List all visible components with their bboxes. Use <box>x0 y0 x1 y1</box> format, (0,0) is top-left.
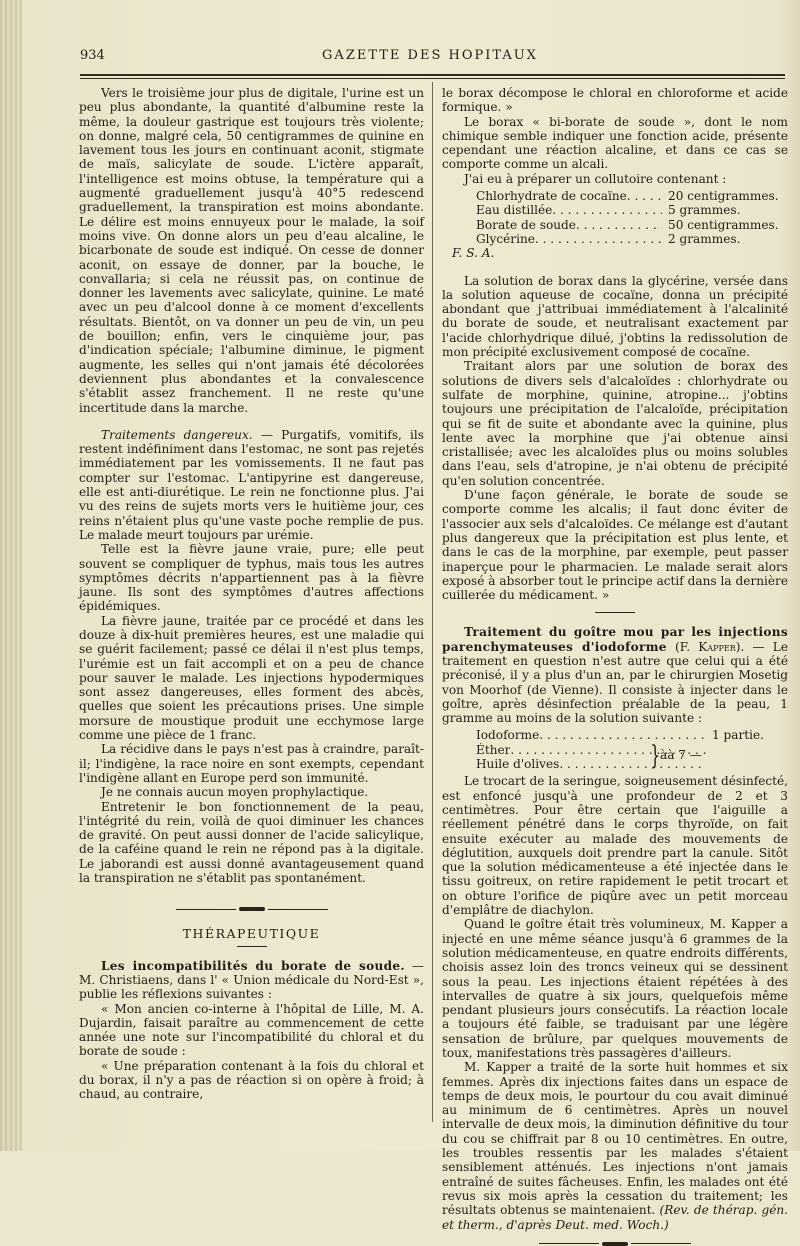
recipe-row: Chlorhydrate de cocaïne . . . 20 centigrammes. <box>442 189 788 203</box>
paragraph: Telle est la fièvre jaune vraie, pure; elle peut souvent se compliquer de typhus, mais tous les autres symptômes décrits n'appartiennent pas à la fièvre jaune. Ils sont des symptômes d'autres affections épidémiques. <box>79 542 424 614</box>
paragraph: La fièvre jaune, traitée par ce procédé et dans les douze à dix-huit premières heures, est une maladie qui se guérit facilement; passé ce délai il n'est plus temps, l'urémie est un fait accompli et on a peu de chance pour sauver le malade. Les injections hypodermiques sont assez dangereuses, elles forment des abcès, quelles que soient les précautions prises. Une simple morsure de moustique produit une ecchymose large comme une pièce de 1 franc. <box>79 613 424 743</box>
paragraph: Le trocart de la seringue, soigneusement désinfecté, est enfoncé jusqu'à une profondeur de 2 et 3 centimètres. Pour être certain que l'aiguille a réellement pénétré dans le corps thyroïde, on fait ensuite exécuter au malade des mouvements de déglutition, auxquels doit prendre part la canule. Sitôt que la solution médicamenteuse a été injectée dans le tissu goitreux, on retire rapidement le petit trocart et on obture l'orifice de piqûre avec un petit morceau d'emplâtre de diachylon. <box>442 774 788 918</box>
page-number: 934 <box>80 48 105 63</box>
header-rule-thin <box>80 78 785 79</box>
paragraph: Je ne connais aucun moyen prophylactique. <box>101 785 369 800</box>
recipe-row: Borate de soude . . . 50 centigrammes. <box>442 218 788 232</box>
traitements-text: — Purgatifs, vomitifs, ils restent indéfiniment dans l'estomac, ne sont pas rejetés immédiatement par les vomissements. Il ne faut pas compter sur l'estomac. L'antipyrine est dangereuse, elle est anti-diurétique. Le rein ne fonctionne plus. J'ai vu des reins de sujets morts vers le huitième jour, ces reins n'étaient plus qu'une vaste poche remplie de pus. Le malade meurt toujours par urémie. <box>79 427 424 542</box>
recipe-brace: } <box>650 741 661 772</box>
right-column <box>442 86 788 1246</box>
paragraph: D'une façon générale, le borate de soude se comporte comme les alcalis; il faut donc éviter de l'associer aux sels d'alcaloïdes. Ce mélange est d'autant plus dangereux que la précipitation est plus lente, et dans le cas de la morphine, par exemple, peut passer inaperçue pour le pharmacien. Le malade serait alors exposé à absorber tout le principe actif dans la dernière cuillerée du médicament. » <box>442 488 788 603</box>
paragraph: Quand le goître était très volumineux, M. Kapper a injecté en une même séance jusqu'à 6 grammes de la solution médicamenteuse, en quatre endroits différents, choisis assez loin des troncs veineux qui se dessinent sous la peau. Les injections étaient répétées à des intervalles de quatre à six jours, quelquefois même pendant plusieurs jours consécutifs. La réaction locale a toujours été faible, se traduisant par une légère sensation de brûlure, par quelques mouvements de toux, manifestations très passagères d'ailleurs. <box>442 917 788 1060</box>
borate-title: Les incompatibilités du borate de soude. <box>101 958 405 973</box>
left-column <box>79 86 424 1102</box>
traitements-label: Traitements dangereux. <box>101 427 253 442</box>
paragraph-goitre <box>442 625 788 725</box>
paragraph: Le borax « bi-borate de soude », dont le nom chimique semble indiquer une fonction acide, présente cependant une réaction alcaline, et dans ce cas se comporte comme un alcali. <box>442 114 788 172</box>
column-divider <box>432 82 433 1122</box>
section-title-rule <box>237 946 267 947</box>
recipe-fsa: F. S. A. <box>452 246 495 261</box>
running-title: GAZETTE DES HOPITAUX <box>322 48 538 63</box>
header-rule <box>80 74 785 76</box>
section-title: THÉRAPEUTIQUE <box>182 926 321 942</box>
recipe-row: Iodoforme . . . 1 partie. <box>442 728 788 742</box>
paragraph-borate <box>79 959 424 1002</box>
paragraph: « Une préparation contenant à la fois du chloral et du borax, il n'y a pas de réaction si on opère à froid; à chaud, au contraire, <box>79 1058 424 1102</box>
paragraph: Traitant alors par une solution de borax des solutions de divers sels d'alcaloïdes : chlorhydrate ou sulfate de morphine, quinine, atropine... j'obtins toujours une précipitation de l'alcaloïde, précipitation qui se fit de suite et abondante avec la quinine, plus lente avec la morphine que j'ai obtenue ainsi cristallisée; avec les alcaloïdes plus ou moins solubles dans l'eau, sels d'atropine, je n'ai obtenu de précipité qu'en solution concentrée. <box>442 359 788 488</box>
recipe-row: Huile d'olives . . . <box>442 757 788 771</box>
end-ornament <box>442 1242 788 1246</box>
page-header <box>80 46 780 68</box>
section-ornament <box>79 907 424 911</box>
section-ornament <box>442 612 788 613</box>
reference: (Rev. de thérap. gén. et therm., d'après Deut. med. Woch.) <box>442 1203 788 1232</box>
recipe-brace-dose: àà 7 — <box>660 748 702 763</box>
borate-intro: — M. Christiaens, dans l' « Union médicale du Nord-Est », publie les réflexions suivantes : <box>79 958 424 1002</box>
paragraph: le borax décompose le chloral en chloroforme et acide formique. » <box>442 86 788 115</box>
paragraph: La récidive dans le pays n'est pas à craindre, paraît-il; l'indigène, la race noire en sont exempts, cependant l'indigène allant en Europe perd son immunité. <box>79 742 424 785</box>
paragraph-last: M. Kapper a traité de la sorte huit hommes et six femmes. Après dix injections faites dans un espace de temps de deux mois, le pourtour du cou avait diminué au minimum de 6 centimètres. Après un nouvel intervalle de deux mois, la diminution définitive du tour du cou se chiffrait par 8 ou 10 centimètres. En outre, les troubles ressentis par les malades s'étaient sensiblement atténués. Les injections n'ont jamais entraîné de suites fâcheuses. Enfin, les malades ont été revus six mois après la cessation du traitement; les résultats obtenus se maintenaient. (Rev. de thérap. gén. et therm., d'après Deut. med. Woch.) <box>442 1060 788 1232</box>
goitre-intro: — Le traitement en question n'est autre que celui qui a été préconisé, il y a plus d'un an, par le chirurgien Mosetig von Moorhof (de Vienne). Il consiste à injecter dans le goître, après désinfection préalable de la peau, 1 gramme au moins de la solution suivante : <box>442 639 788 726</box>
page-binding-edge <box>0 0 22 1151</box>
goitre-title: Traitement du goître mou par les injections parenchymateuses d'iodoforme <box>442 625 788 654</box>
paragraph: « Mon ancien co-interne à l'hôpital de Lille, M. A. Dujardin, faisait paraître au commencement de cette année une note sur l'incompatibilité du chloral et du borate de soude : <box>79 1001 424 1059</box>
recipe-row: Eau distillée . . . 5 grammes. <box>442 203 788 217</box>
recipe-row: Glycérine . . . 2 grammes. <box>442 232 788 246</box>
goitre-author: (F. Kapper). <box>675 639 745 654</box>
paragraph: J'ai eu à préparer un collutoire contenant : <box>464 171 727 186</box>
paragraph: Vers le troisième jour plus de digitale, l'urine est un peu plus abondante, la quantité d'albumine reste la même, la douleur gastrique est toujours très violente; on donne, malgré cela, 50 centigrammes de quinine en lavement tous les jours en continuant aconit, stigmate de maïs, salicylate de soude. L'ictère apparaît, l'intelligence est moins obtuse, la température qui a augmenté graduellement jusqu'à 40°5 redescend graduellement, la transpiration est moins abondante. Le délire est moins ennuyeux pour le malade, la soif moins vive. On donne alors un peu d'eau alcaline, le bicarbonate de soude est indiqué. On cesse de donner aconit, on essaye de donner, par la bouche, le convallaria; si cela ne réussit pas, on continue de donner les lavements avec salicylate, quinine. Le maté avec un peu d'alcool donne à ce moment d'excellents résultats. Bientôt, on va donner un peu de vin, un peu de bouillon; enfin, vers le cinquième jour, pas d'indication spéciale; l'albumine diminue, le pigment augmente, les selles qui n'ont jamais été décolorées deviennent plus abondantes et la convalescence s'établit assez franchement. Il ne reste qu'une incertitude dans la marche. <box>79 86 424 415</box>
paragraph: Entretenir le bon fonctionnement de la peau, l'intégrité du rein, voilà de quoi diminuer les chances de gravité. On peut aussi donner de l'acide salicylique, de la caféine quand le rein ne répond pas à la digitale. Le jaborandi est aussi donné avantageusement quand la transpiration ne s'établit pas spontanément. <box>79 799 424 886</box>
recipe-iodoforme <box>442 728 788 771</box>
recipe-collutoire <box>442 189 788 260</box>
paragraph: La solution de borax dans la glycérine, versée dans la solution aqueuse de cocaïne, donna un précipité abondant que j'attribuai immédiatement à l'alcalinité du borate de soude, et neutralisant exactement par l'acide chlorhydrique dilué, j'obtins la redissolution de mon précipité exclusivement composé de cocaïne. <box>442 273 788 360</box>
paragraph-traitements <box>79 428 424 542</box>
recipe-row: Éther . . . <box>442 743 788 757</box>
